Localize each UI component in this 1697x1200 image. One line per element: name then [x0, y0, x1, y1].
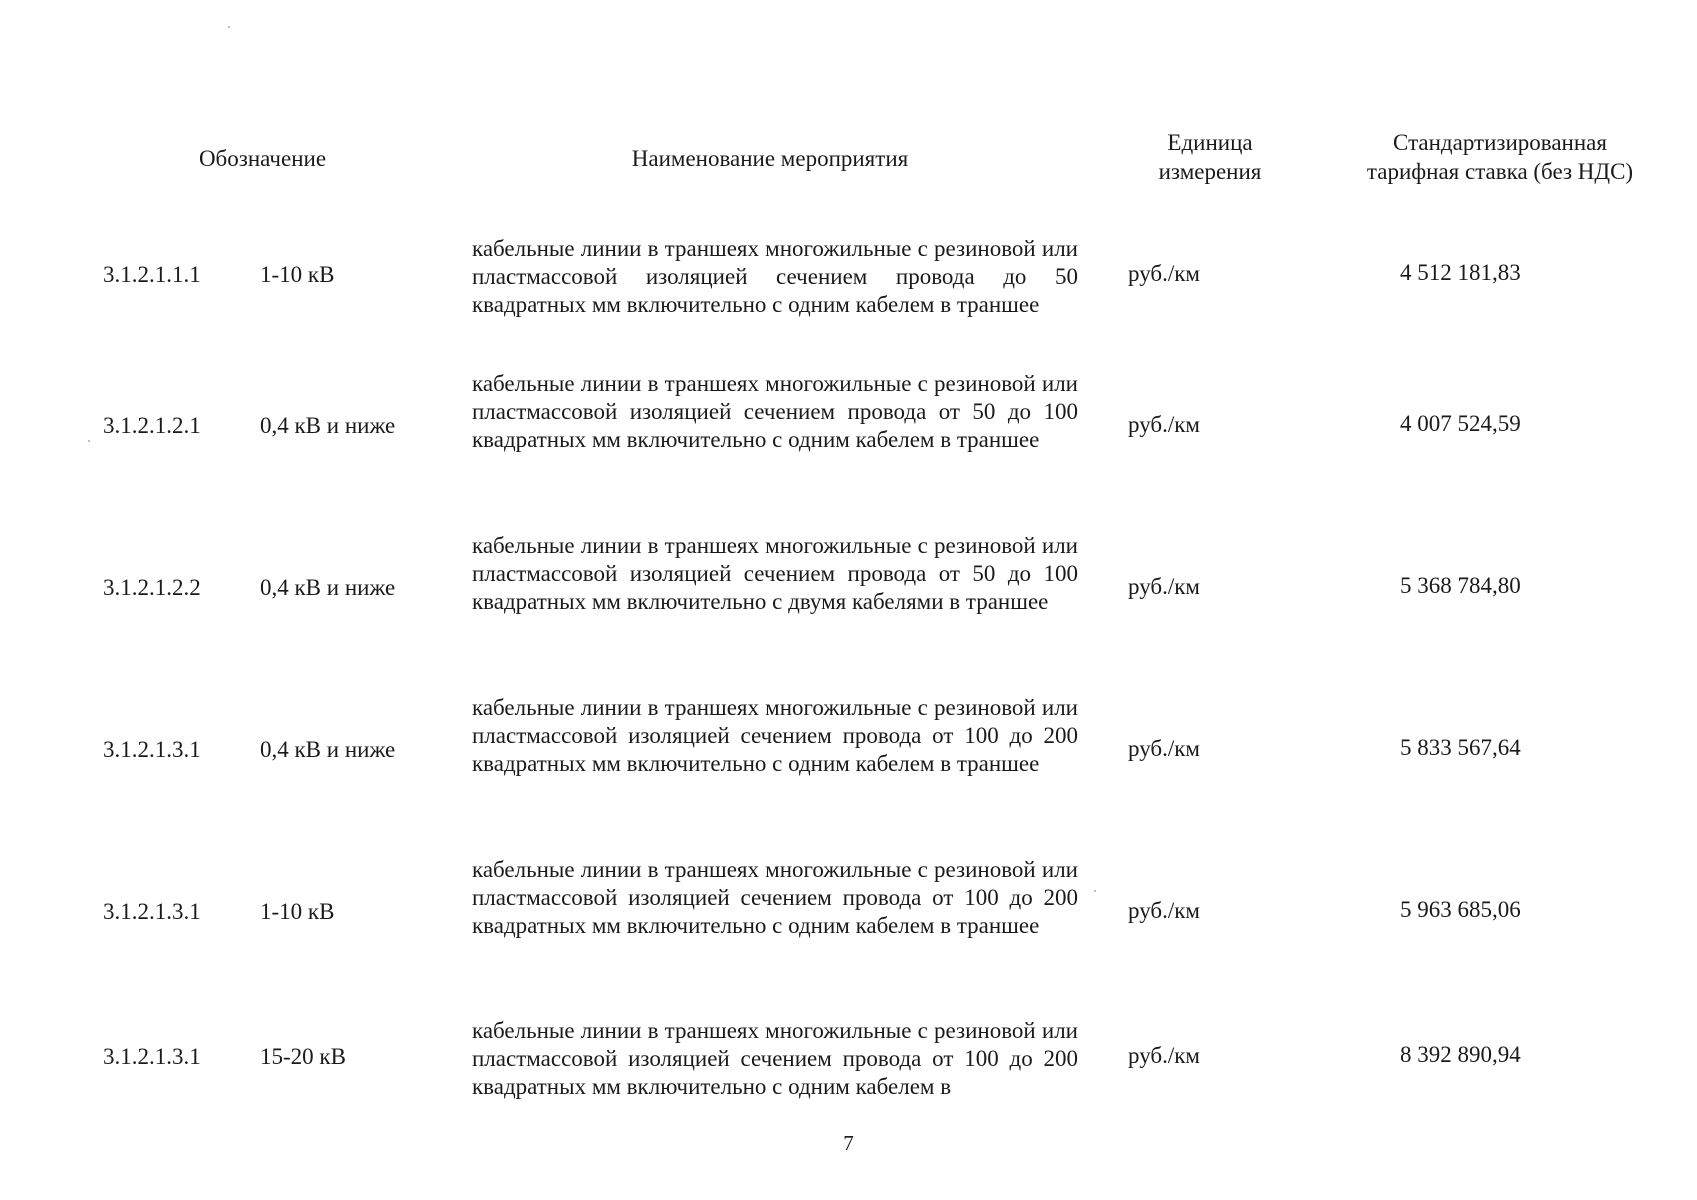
row-description: кабельные линии в траншеях многожильные с резиновой или пластмассовой изоляцией сечением провода от 50 до 100 квадратных мм включительно с двумя кабелями в траншее — [472, 533, 1078, 614]
row-description: кабельные линии в траншеях многожильные с резиновой или пластмассовой изоляцией сечением провода от 100 до 200 квадратных мм включительно с одним кабелем в траншее — [472, 695, 1078, 776]
row-description: кабельные линии в траншеях многожильные с резиновой или пластмассовой изоляцией сечением провода от 50 до 100 квадратных мм включительно с одним кабелем в траншее — [472, 371, 1078, 452]
row-code: 3.1.2.1.1.1 — [103, 262, 201, 287]
row-voltage: 0,4 кВ и ниже — [260, 413, 396, 438]
row-voltage: 1-10 кВ — [260, 899, 335, 924]
column-header-rate — [1330, 128, 1670, 186]
row-rate: 5 368 784,80 — [1400, 573, 1521, 598]
row-code: 3.1.2.1.3.1 — [103, 737, 201, 762]
row-unit: руб./км — [1128, 1043, 1200, 1068]
row-voltage: 15-20 кВ — [260, 1044, 346, 1069]
column-header-unit-line2: измерения — [1158, 159, 1262, 184]
row-voltage: 0,4 кВ и ниже — [260, 737, 396, 762]
row-rate: 4 007 524,59 — [1400, 411, 1521, 436]
scan-speck — [88, 440, 90, 442]
scan-speck — [228, 26, 230, 28]
column-header-name — [560, 144, 980, 173]
row-code: 3.1.2.1.3.1 — [103, 899, 201, 924]
column-header-code — [145, 144, 380, 173]
row-rate: 5 833 567,64 — [1400, 735, 1521, 760]
row-unit: руб./км — [1128, 574, 1200, 599]
column-header-unit-line1: Единица — [1167, 130, 1253, 155]
scan-speck — [1094, 890, 1096, 892]
column-header-name-text: Наименование мероприятия — [631, 146, 909, 171]
row-rate: 8 392 890,94 — [1400, 1042, 1521, 1067]
row-rate: 5 963 685,06 — [1400, 897, 1521, 922]
row-code: 3.1.2.1.2.2 — [103, 575, 201, 600]
row-code: 3.1.2.1.2.1 — [103, 413, 201, 438]
column-header-rate-line2: тарифная ставка (без НДС) — [1366, 159, 1634, 184]
column-header-unit — [1110, 128, 1310, 186]
page-number: 7 — [843, 1131, 854, 1155]
row-rate: 4 512 181,83 — [1400, 260, 1521, 285]
row-voltage: 1-10 кВ — [260, 262, 335, 287]
row-description: кабельные линии в траншеях многожильные с резиновой или пластмассовой изоляцией сечением провода от 100 до 200 квадратных мм включительно с одним кабелем в — [472, 1018, 1078, 1099]
row-description: кабельные линии в траншеях многожильные с резиновой или пластмассовой изоляцией сечением провода от 100 до 200 квадратных мм включительно с одним кабелем в траншее — [472, 857, 1078, 938]
row-description: кабельные линии в траншеях многожильные с резиновой или пластмассовой изоляцией сечением провода до 50 квадратных мм включительно с одним кабелем в траншее — [472, 236, 1078, 317]
row-unit: руб./км — [1128, 898, 1200, 923]
row-code: 3.1.2.1.3.1 — [103, 1044, 201, 1069]
column-header-rate-line1: Стандартизированная — [1393, 130, 1607, 155]
row-unit: руб./км — [1128, 261, 1200, 286]
row-unit: руб./км — [1128, 412, 1200, 437]
row-unit: руб./км — [1128, 736, 1200, 761]
row-voltage: 0,4 кВ и ниже — [260, 575, 396, 600]
column-header-code-text: Обозначение — [198, 146, 327, 171]
